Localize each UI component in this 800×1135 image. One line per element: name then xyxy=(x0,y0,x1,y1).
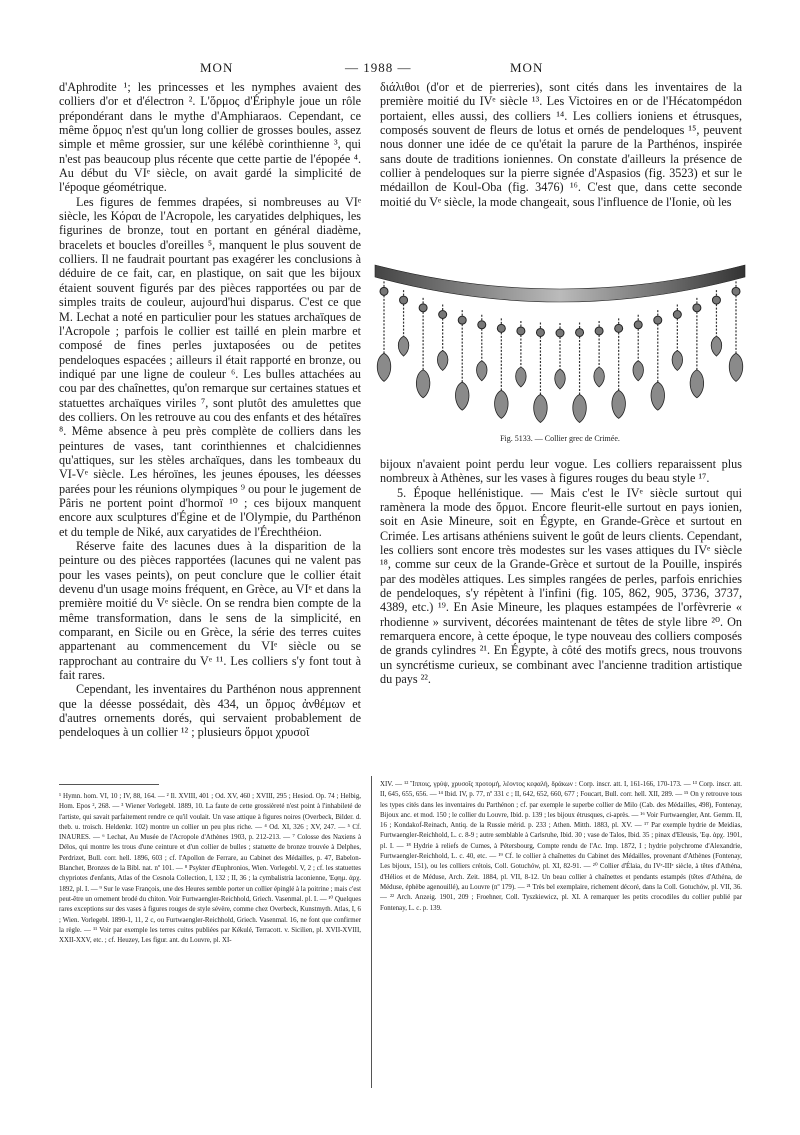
pendant-drop xyxy=(377,353,391,381)
paragraph: Cependant, les inventaires du Parthénon nous apprennent que la déesse possédait, dès 434, un ὅρμος ἀνθέμων et d'autres ornements dorés, qui servaient probablement de pendeloques à un collier ¹² ; plusieurs ὅρμοι χρυσοῖ xyxy=(59,682,361,740)
pendant-bead xyxy=(673,310,681,318)
paragraph: διάλιθοι (d'or et de pierreries), sont cités dans les inventaires de la première moitié du IVᵉ siècle ¹³. Les Victoires en or de l'Hécatompédon portaient, elles aussi, des colliers ¹⁴. Les colliers ioniens et étrusques, composés souvent de fleurs de lotus et ornés de pendeloques ¹⁵, peuvent nous donner une idée de ce qu'était la parure de la Parthénos, inspirée sans doute de traditions ioniennes. On constate d'ailleurs la présence de collier à pendeloques sur la pierre signée d'Aspasios (fig. 3523) et sur le médaillon de Koul-Oba (fig. 3476) ¹⁶. C'est que, dans cette seconde moitié du Vᵉ siècle, la mode changeait, sous l'influence de l'Ionie, où les xyxy=(380,80,742,209)
pendant-drop xyxy=(398,336,409,356)
pendant-bead xyxy=(654,316,662,324)
pendant-drop xyxy=(534,394,548,422)
pendant-drop xyxy=(594,367,605,387)
paragraph: Réserve faite des lacunes dues à la disparition de la peinture ou des pièces rapportées (lacunes qui ne valent pas pour les vases peints), on peut conclure que le collier était devenu d'un usage moins fréquent, en Grèce, au VIᵉ et dans la première moitié du Vᵉ siècle. On se rendra bien compte de la même transformation, dans le sens de la simplicité, en comparant, en Sicile ou en Grèce, la série des terres cuites appartenant au commencement du VIᵉ siècle ou se rapprochant au contraire du Vᵉ ¹¹. Les colliers s'y font tout à fait rares. xyxy=(59,539,361,683)
pendant-drop xyxy=(516,367,527,387)
pendant-bead xyxy=(458,316,466,324)
footnotes-right: XIV. — ¹² Ἵπποις, γρύψ, χρυσοῖς προτομή, λέοντος κεφαλή, δράκων : Corp. inscr. att. I, 161-166, 170-173. — ¹³ Corp. inscr. att. II, 645, 655, 656. — ¹⁴ Ibid. IV, p. 77, nº 331 c ; II, 642, 652, 660, 677 ; Foucart, Bull. corr. hell. XII, 289. — ¹⁵ On y retrouve tous les types cités dans les inventaires du Parthénon ; cf. par exemple le superbe collier de Milo (Cab. des Médailles, 498), Fontenay, Bijoux anc. et mod. 150 ; le collier du Louvre, Ibid. p. 139 ; les bijoux étrusques, ci-après. — ¹⁶ Voir Furtwaengler, Ant. Gemm. II, 16 ; Kondakof-Reinach, Antiq. de la Russie mérid. p. 233 ; Athen. Mitth. 1883, pl. XV. — ¹⁷ Par exemple hydrie de Meidias, Furtwaengler-Reichhold, L. c. 8-9 ; autre semblable à Carlsruhe, Ibid. 30 ; vase de Talos, Ibid. 35 ; pinax d'Eleusis, Ἐφ. ἀρχ. 1901, pl. I. — ¹⁸ Hydrie à reliefs de Cumes, à Pétersbourg, Compte rendu de l'Ac. Imp. 1872, I ; hydrie polychrome d'Alexandrie, Furtwaengler-Reichhold, L. c. 40, etc. — ¹⁹ Cf. le collier à chaînettes du Cabinet des Médailles, provenant d'Athènes (Fontenay, Les bijoux, 151), ou les colliers crétois, Coll. Gotuchów, pl. XI, 82-91. — ²⁰ Collier d'Élaia, du IVᵉ-IIIᵉ siècle, à têtes d'Athéna, d'Hélios et de Méduse, Arch. Zeit. 1884, pl. VII, 8-12. Un beau collier à chaînettes et pendants estampés (têtes d'Athéna, de Méduse, éphèbe agenouillé), au Louvre (nº 179). — ²¹ Très bel exemplaire, richement décoré, dans la Coll. Gotuchów, pl. VII, 36. — ²² Arch. Anzeig. 1901, 209 ; Froehner, Coll. Tyszkiewicz, pl. XI. A remarquer les petits crocodiles du collier publié par Fontenay, L. c. p. 139. xyxy=(380,781,742,912)
footnotes-left: ¹ Hymn. hom. VI, 10 ; IV, 88, 164. — ² Il. XVIII, 401 ; Od. XV, 460 ; XVIII, 295 ; Hesiod. Op. 74 ; Helbig, Hom. Epos ², 268. — ³ Wiener Vorlegebl. 1889, 10. La faute de cette grossièreté n'est point à l'inhabileté de l'artiste, qui savait parfaitement rendre ce qu'il voulait. Un vase attique à figures noires (Overbeck, Bilder. d. theb. u. troisch. Heldenkr. 102) montre un collier un peu plus riche. — ⁴ Od. XI, 326 ; XV, 247. — ⁵ Cf. INAURES. — ⁶ Lechat, Au Musée de l'Acropole d'Athènes 1903, p. 212-213. — ⁷ Colosse des Naxiens à Délos, qui montre les trous d'une ceinture et d'un collier de bulles ; statuette de bronze trouvée à Delphes, Perdrizet, Bull. corr. hell. 1896, 603 ; cf. l'Apollon de Ferrare, au Cabinet des Médailles, p. 47, Babelon-Blanchet, Bronzes de la Bibl. nat. nº 101. — ⁸ Psykter d'Euphronios, Wien. Vorlegebl. V, 2 ; cf. les statuettes chypriotes d'enfants, Atlas of the Cesnola Collection, I, 132 ; II, 36 ; la cymbalistria laconienne, Ἐφημ. ἀρχ. 1892, pl. I. — ⁹ Sur le vase François, une des Heures semble porter un collier épinglé à la poitrine ; mais c'est peut-être un ornement brodé du chiton. Voir Furtwaengler-Reichhold, Griech. Vasenmal. pl. I. — ¹⁰ Quelques rares exceptions sur des vases à figures rouges de style sévère, comme chez Overbeck, Kunstmyth. Atlas, I, 6 ; Wien. Vorlegebl. 1890-1, 11, 2 c, ou Furtwaengler-Reichhold, Griech. Vasenmal. 16, ne font que confirmer la règle. — ¹¹ Voir par exemple les terres cuites publiées par Kékulé, Terracott. v. Sicilien, pl. XVII-XVIII, XXII-XXV, etc. ; cf. Heuzey, Les figur. ant. du Louvre, pl. XI- xyxy=(59,793,361,945)
pendant-bead xyxy=(595,327,603,335)
pendant-drop xyxy=(555,369,566,389)
pendant-drop xyxy=(455,382,469,410)
footnote-rule xyxy=(59,784,159,785)
paragraph: bijoux n'avaient point perdu leur vogue. Les colliers reparaissent plus nombreux à Athènes, sur les vases à figures rouges du beau style ¹⁷. xyxy=(380,457,742,486)
right-column-bottom xyxy=(380,457,742,687)
pendant-bead xyxy=(732,287,740,295)
pendant-bead xyxy=(419,304,427,312)
running-header xyxy=(0,60,800,80)
pendant-bead xyxy=(536,328,544,336)
column-divider xyxy=(371,776,372,1088)
pendant-bead xyxy=(380,287,388,295)
right-column-top xyxy=(380,80,742,209)
pendant-drop xyxy=(477,361,488,381)
pendant-drop xyxy=(437,350,448,370)
pendant-drop xyxy=(711,336,722,356)
header-right: MON xyxy=(510,60,544,75)
pendant-drop xyxy=(416,370,430,398)
pendant-bead xyxy=(634,321,642,329)
necklace-illustration xyxy=(370,251,750,439)
necklace-figure xyxy=(370,251,750,439)
pendant-drop xyxy=(633,361,644,381)
figure-caption: Fig. 5133. — Collier grec de Crimée. xyxy=(500,434,620,443)
pendant-bead xyxy=(478,321,486,329)
pendant-bead xyxy=(439,310,447,318)
page-number: — 1988 — xyxy=(345,60,412,75)
pendant-drop xyxy=(690,370,704,398)
pendant-bead xyxy=(556,329,564,337)
pendant-drop xyxy=(672,350,683,370)
pendant-drop xyxy=(729,353,743,381)
paragraph: 5. Époque hellénistique. — Mais c'est le IVᵉ siècle surtout qui ramènera la mode des ὅρμοι. Encore fleurit-elle surtout en pays ionien, soit en Asie Mineure, soit en Égypte, en Grande-Grèce et surtout en Crimée. Les artisans athéniens suivent le goût de leurs clients. Cependant, les colliers sont encore très modestes sur les vases attiques du IVᵉ siècle ¹⁸, comme sur ceux de la Grande-Grèce et surtout de la Pouille, inspirés par des modèles attiques. Les simples rangées de perles, parfois enrichies de pendeloques, s'y répètent à l'infini (fig. 105, 862, 905, 3736, 3737, 4389, etc.) ¹⁹. En Asie Mineure, les plaques estampées de l'orfèvrerie « rhodienne » survivent, décorées maintenant de têtes de style libre ²⁰. On remarquera encore, à cette époque, le type nouveau des colliers composés de grands cylindres ²¹. En Égypte, à côté des motifs grecs, nous trouvons un syncrétisme curieux, se combinant avec l'ancienne tradition artistique du pays ²². xyxy=(380,485,742,687)
paragraph: d'Aphrodite ¹; les princesses et les nymphes avaient des colliers d'or et d'électron ². L'ὅρμος d'Ériphyle joue un rôle prépondérant dans le mythe d'Amphiaraos. Cependant, ce même ὅρμος n'est qu'un long collier de grosses boules, assez simple et même grossier, sur une kélébè corinthienne ³, qui n'est pas beaucoup plus récente que cette partie de l'épopée ⁴. Au début du VIᵉ siècle, on avait gardé la simplicité de l'époque géométrique. xyxy=(59,80,361,195)
pendant-bead xyxy=(576,328,584,336)
pendant-bead xyxy=(497,324,505,332)
pendant-drop xyxy=(651,382,665,410)
pendant-bead xyxy=(517,327,525,335)
pendant-bead xyxy=(712,296,720,304)
pendant-bead xyxy=(400,296,408,304)
pendant-drop xyxy=(573,394,587,422)
header-left: MON xyxy=(200,60,234,75)
pendant-drop xyxy=(612,390,625,418)
pendant-drop xyxy=(495,390,508,418)
paragraph: Les figures de femmes drapées, si nombreuses au VIᵉ siècle, les Κόραι de l'Acropole, les caryatides delphiques, les figurines de bronze, tout en portant en général diadème, bracelets et boucles d'oreilles ⁵, manquent le plus souvent de colliers. Il ne faudrait pourtant pas exagérer les conclusions à déduire de ce fait, car, en plastique, on sait que les bijoux étaient souvent figurés par des pièces rapportées ou par de simples traits de couleur, aujourd'hui disparus. C'est ce que M. Lechat a noté en particulier pour les statues archaïques de l'Acropole ; parfois le collier est taillé en plein marbre et composé de fines perles juxtaposées ou de petites pendeloques espacées ; ailleurs il était rapporté en bronze, ou indiqué par une ligne de couleur ⁶. Les bulles attachées au cou par des chaînettes, qu'on remarque sur certaines statues et statuettes archaïques viriles ⁷, sont plutôt des amulettes que des colliers. On les retrouve au cou des enfants et des hétaïres ⁸. Même absence à peu près complète de colliers dans les peintures de vases, tant corinthiennes et chalcidiennes qu'attiques, sur les stèles archaïques, dans les tombeaux du VI-Vᵉ siècle. Les héroïnes, les jeunes épouses, les déesses parées pour les réunions olympiques ⁹ ou pour le jugement de Pâris ne portent point d'hormoï ¹⁰ ; ces bijoux manquent encore aux sculptures d'Égine et de l'Olympie, du Parthénon et du temple de Niké, aux caryatides de l'Érechthéion. xyxy=(59,194,361,539)
left-column xyxy=(59,80,361,740)
pendant-bead xyxy=(615,324,623,332)
pendant-bead xyxy=(693,304,701,312)
